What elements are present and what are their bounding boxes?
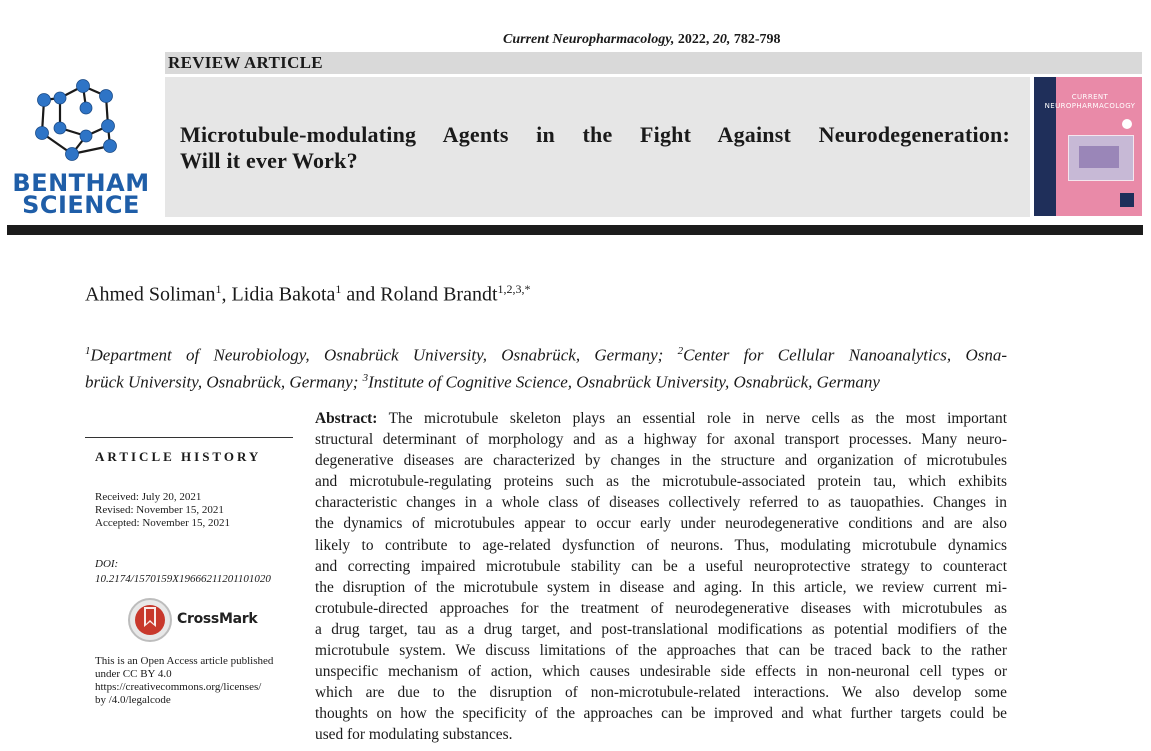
crossmark-icon[interactable]: [127, 597, 173, 643]
cover-badge-icon: [1122, 119, 1132, 129]
abstract-line: likely to contribute to age-related dysfunction of neurons. Thus, modulating microtubule dynamics: [315, 536, 1007, 554]
license-line: under CC BY 4.0: [95, 668, 172, 680]
history-divider: [85, 437, 293, 438]
affil-sup: 1: [85, 345, 91, 357]
abstract-line: degenerative diseases are characterized by changes in the structure and organization of microtubules: [315, 452, 1007, 470]
affil-text: Center for Cellular Nanoanalytics, Osna-: [683, 345, 1007, 365]
affil-sup: 2: [677, 345, 684, 357]
affil-text: Institute of Cognitive Science, Osnabrück University, Osnabrück, Germany: [368, 372, 880, 392]
header-divider: [7, 225, 1143, 235]
logo-line-1: BENTHAM: [12, 169, 150, 197]
abstract-line: the disruption of the microtubule system in disease and aging. In this article, we review current mi-: [315, 578, 1007, 596]
abstract-line: microtubule system. We discuss limitations of the approaches that can be traced back to the rather: [315, 642, 1007, 660]
doi-block: [95, 557, 271, 587]
revised-date: Revised: November 15, 2021: [95, 504, 224, 516]
abstract-line: which are due to the disruption of non-microtubule-related interactions. We also develop some: [315, 684, 1007, 702]
license-notice: [95, 655, 290, 707]
article-history-heading: ARTICLE HISTORY: [95, 449, 262, 464]
article-type: REVIEW ARTICLE: [168, 53, 323, 72]
cover-title: [1040, 93, 1140, 111]
abstract-line: thoughts on how the specificity of the approaches can be improved and what further targets could be: [315, 705, 1007, 723]
bentham-logo-icon: [28, 78, 128, 170]
title-line-2: Will it ever Work?: [180, 148, 358, 173]
author-separator: and: [341, 283, 381, 306]
abstract-line: crotubule-directed approaches for the treatment of neurodegenerative diseases with microtubules as: [315, 599, 1007, 617]
affil-text: Department of Neurobiology, Osnabrück University, Osnabrück, Germany;: [90, 345, 678, 365]
journal-pages: 782-798: [733, 32, 781, 47]
doi-link[interactable]: 10.2174/1570159X19666211201101020: [95, 573, 271, 585]
author-separator: ,: [221, 283, 232, 306]
author-list: [85, 282, 531, 307]
cover-image: [1068, 135, 1134, 181]
abstract-line: a drug target, tau as a drug target, and post-translational modifications as potential modifiers of the: [315, 620, 1007, 638]
cover-publisher-mark: [1120, 193, 1134, 207]
logo-line-2: SCIENCE: [22, 191, 140, 219]
abstract-line: structural determinant of morphology and as a highway for axonal transport processes. Many neuro-: [315, 431, 1007, 449]
author-name: Ahmed Soliman: [85, 283, 216, 306]
author-name: Roland Brandt: [380, 283, 498, 306]
journal-citation: [503, 32, 781, 48]
cover-title-line-2: NEUROPHARMACOLOGY: [1044, 102, 1136, 110]
doi-label: DOI:: [95, 558, 119, 570]
abstract-line: used for modulating substances.: [315, 726, 513, 744]
affil-sup: 3: [362, 371, 369, 384]
cover-title-line-1: CURRENT: [1071, 93, 1109, 101]
journal-cover-thumbnail[interactable]: [1034, 77, 1142, 216]
author-name: Lidia Bakota: [231, 283, 336, 306]
abstract-label: Abstract:: [315, 410, 378, 427]
license-url[interactable]: by /4.0/legalcode: [95, 694, 171, 706]
affiliation-line-1: [85, 340, 1007, 367]
affil-text: brück University, Osnabrück, Germany;: [85, 372, 363, 392]
article-dates: [95, 491, 230, 530]
author-affil-sup: 1: [335, 282, 342, 296]
license-url[interactable]: https://creativecommons.org/licenses/: [95, 681, 262, 693]
journal-volume: 20,: [712, 32, 731, 47]
abstract-line: [315, 408, 1007, 429]
abstract-line: characteristic changes in a whole class of diseases collectively referred to as tauopathies. Changes in: [315, 494, 1007, 512]
abstract-line: the dynamics of microtubules appear to occur early under neurodegenerative conditions and are also: [315, 515, 1007, 533]
author-affil-sup: 1,2,3,*: [497, 282, 531, 296]
abstract-line: unspecific mechanism of action, which causes undesirable side effects in non-neuronal cell types or: [315, 663, 1007, 681]
article-title: [180, 122, 1010, 174]
crossmark-label[interactable]: CrossMark: [177, 611, 258, 627]
cover-image-detail: [1079, 146, 1119, 168]
abstract-line: and microtubule-regulating proteins such as the microtubule-associated protein tau, which exhibits: [315, 473, 1007, 491]
abstract: [315, 408, 1007, 746]
journal-name: Current Neuropharmacology,: [503, 32, 675, 47]
affiliation-line-2: [85, 367, 1007, 394]
author-affil-sup: 1: [215, 282, 222, 296]
title-line-1: Microtubule-modulating Agents in the Fight Against Neurodegeneration:: [180, 122, 1010, 147]
affiliations: [85, 340, 1007, 393]
publisher-logo-text: [10, 169, 152, 219]
journal-year: 2022,: [677, 32, 710, 47]
license-line: This is an Open Access article published: [95, 655, 274, 667]
abstract-line: and correcting impaired microtubule stability can be a useful neuroprotective strategy to counteract: [315, 557, 1007, 575]
received-date: Received: July 20, 2021: [95, 491, 202, 503]
accepted-date: Accepted: November 15, 2021: [95, 517, 231, 529]
abstract-text: The microtubule skeleton plays an essential role in nerve cells as the most important: [377, 410, 1007, 427]
